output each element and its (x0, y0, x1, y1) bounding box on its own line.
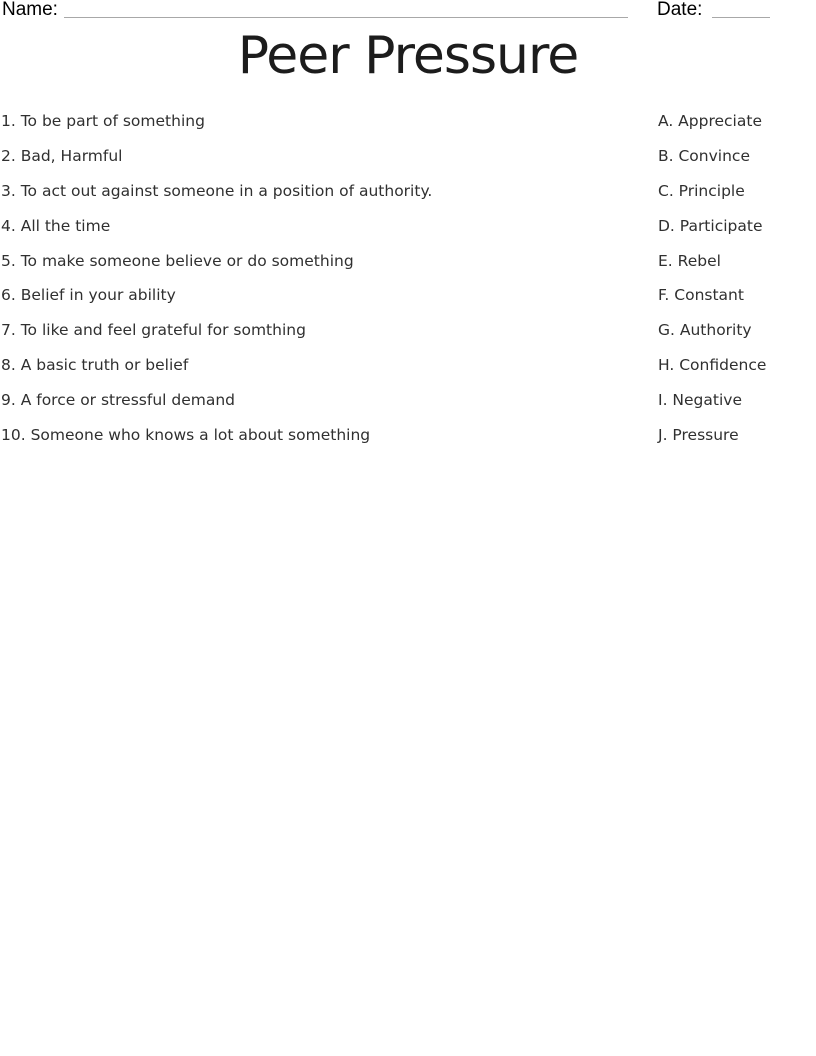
question-item: 7. To like and feel grateful for somthing (1, 321, 306, 340)
answers-list (658, 113, 816, 462)
questions-list (1, 113, 646, 462)
answer-item: A. Appreciate (658, 112, 762, 130)
question-item: 4. All the time (1, 216, 111, 235)
answer-item: B. Convince (658, 146, 750, 165)
answer-item: I. Negative (658, 391, 742, 410)
worksheet-title: Peer Pressure (237, 26, 579, 86)
answer-item: G. Authority (658, 321, 752, 340)
name-blank-line (64, 1, 628, 18)
answer-item: D. Participate (658, 216, 763, 235)
question-item: 8. A basic truth or belief (1, 356, 189, 375)
question-item: 2. Bad, Harmful (1, 146, 123, 165)
name-label: Name: (2, 0, 58, 20)
date-blank-line (712, 1, 770, 18)
answer-item: E. Rebel (658, 251, 721, 270)
date-label: Date: (657, 0, 703, 20)
question-item: 5. To make someone believe or do something (1, 251, 354, 270)
question-item: 9. A force or stressful demand (1, 391, 236, 410)
question-item: 10. Someone who knows a lot about something (1, 426, 371, 445)
question-item: 1. To be part of something (1, 112, 205, 130)
answer-item: C. Principle (658, 181, 745, 200)
answer-item: F. Constant (658, 286, 744, 305)
question-item: 6. Belief in your ability (1, 286, 176, 305)
question-item: 3. To act out against someone in a position of authority. (1, 181, 433, 200)
answer-item: H. Confidence (658, 356, 767, 375)
answer-item: J. Pressure (658, 426, 739, 445)
